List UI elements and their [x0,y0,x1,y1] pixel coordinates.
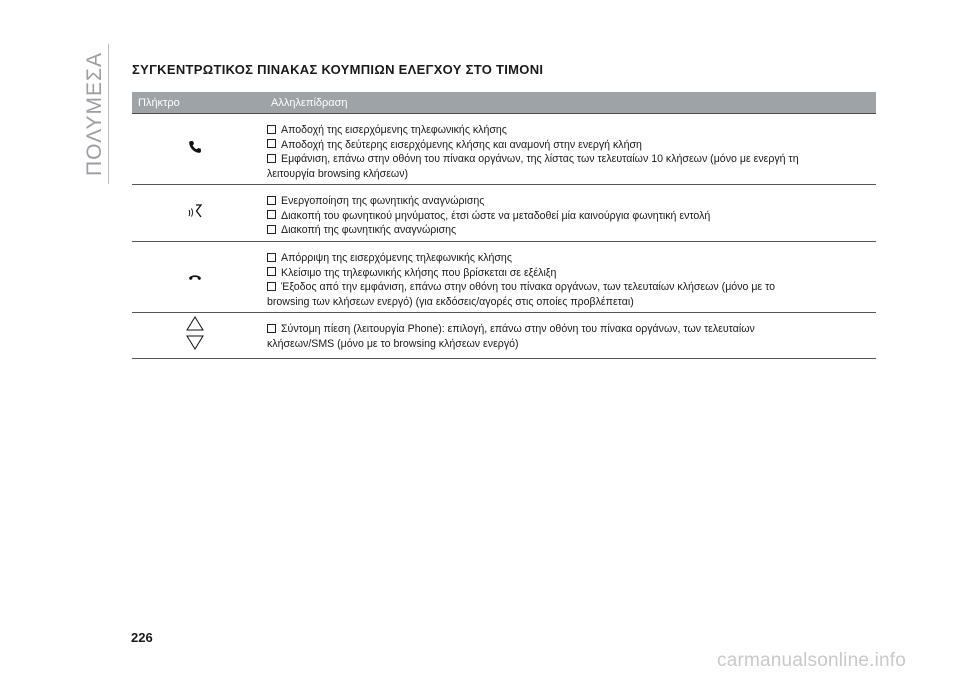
list-item [267,194,876,209]
list-item [267,266,876,281]
table-row [132,242,876,313]
list-item [267,280,876,295]
key-cell [132,114,257,184]
item-text: Έξοδος από την εμφάνιση, επάνω στην οθόνη του πίνακα οργάνων, των τελευταίων κλήσεων (μόνο με το [281,281,776,293]
table-row [132,185,876,242]
section-divider [108,44,109,184]
checkbox-bullet-icon [267,282,276,291]
key-cell [132,313,257,358]
item-text: Διακοπή του φωνητικού μηνύματος, έτσι ώστε να μεταδοθεί μία καινούργια φωνητική εντολή [281,209,711,222]
controls-table [132,92,876,359]
key-cell [132,185,257,241]
list-item [267,138,876,153]
list-item-continuation: κλήσεων/SMS (μόνο με το browsing κλήσεων ενεργό) [267,337,519,350]
up-down-arrows-icon [186,316,204,355]
item-text: Διακοπή της φωνητικής αναγνώρισης [281,224,457,236]
item-text: Εμφάνιση, επάνω στην οθόνη του πίνακα οργάνων, της λίστας των τελευταίων 10 κλήσεων (μόνο με ενεργή τη [281,153,799,165]
list-item [267,209,876,224]
table-row [132,114,876,185]
list-item-continuation: λειτουργία browsing κλήσεων) [267,167,409,180]
list-item [267,251,876,266]
list-item [267,152,876,167]
list-item [267,322,876,337]
page-title: ΣΥΓΚΕΝΤΡΩΤΙΚΟΣ ΠΙΝΑΚΑΣ ΚΟΥΜΠΙΩΝ ΕΛΕΓΧΟΥ ΣΤΟ ΤΙΜΟΝΙ [132,62,544,77]
checkbox-bullet-icon [267,125,276,134]
item-text: Αποδοχή της εισερχόμενης τηλεφωνικής κλήσης [281,124,507,136]
phone-hangup-icon [188,268,202,286]
table-row [132,313,876,359]
item-text: Σύντομη πίεση (λειτουργία Phone): επιλογή, επάνω στην οθόνη του πίνακα οργάνων, των τελευταίων [281,323,755,335]
checkbox-bullet-icon [267,196,276,205]
header-interaction: Αλληλεπίδραση [271,96,348,109]
list-item [267,223,876,238]
interaction-cell [257,114,876,184]
checkbox-bullet-icon [267,154,276,163]
checkbox-bullet-icon [267,267,276,276]
section-tab-label: ΠΟΛΥΜΕΣΑ [83,51,106,177]
item-text: Απόρριψη της εισερχόμενης τηλεφωνικής κλήσης [281,252,512,264]
list-item [267,123,876,138]
watermark: carmanualsonline.info [717,650,907,671]
key-cell [132,242,257,312]
list-item-continuation: browsing των κλήσεων ενεργό) (για εκδόσεις/αγορές στις οποίες προβλέπεται) [267,295,634,308]
checkbox-bullet-icon [267,225,276,234]
phone-answer-icon [188,140,202,159]
header-key: Πλήκτρο [138,96,180,109]
checkbox-bullet-icon [267,210,276,219]
section-tab [84,46,106,182]
interaction-cell [257,313,876,358]
page-number: 226 [131,630,153,645]
checkbox-bullet-icon [267,253,276,262]
voice-recognition-icon [187,204,203,223]
interaction-cell [257,185,876,241]
item-text: Ενεργοποίηση της φωνητικής αναγνώρισης [281,195,485,207]
checkbox-bullet-icon [267,139,276,148]
interaction-cell [257,242,876,312]
table-header [132,92,876,114]
item-text: Αποδοχή της δεύτερης εισερχόμενης κλήσης και αναμονή στην ενεργή κλήση [281,138,642,151]
checkbox-bullet-icon [267,324,276,333]
item-text: Κλείσιμο της τηλεφωνικής κλήσης που βρίσκεται σε εξέλιξη [281,266,557,279]
